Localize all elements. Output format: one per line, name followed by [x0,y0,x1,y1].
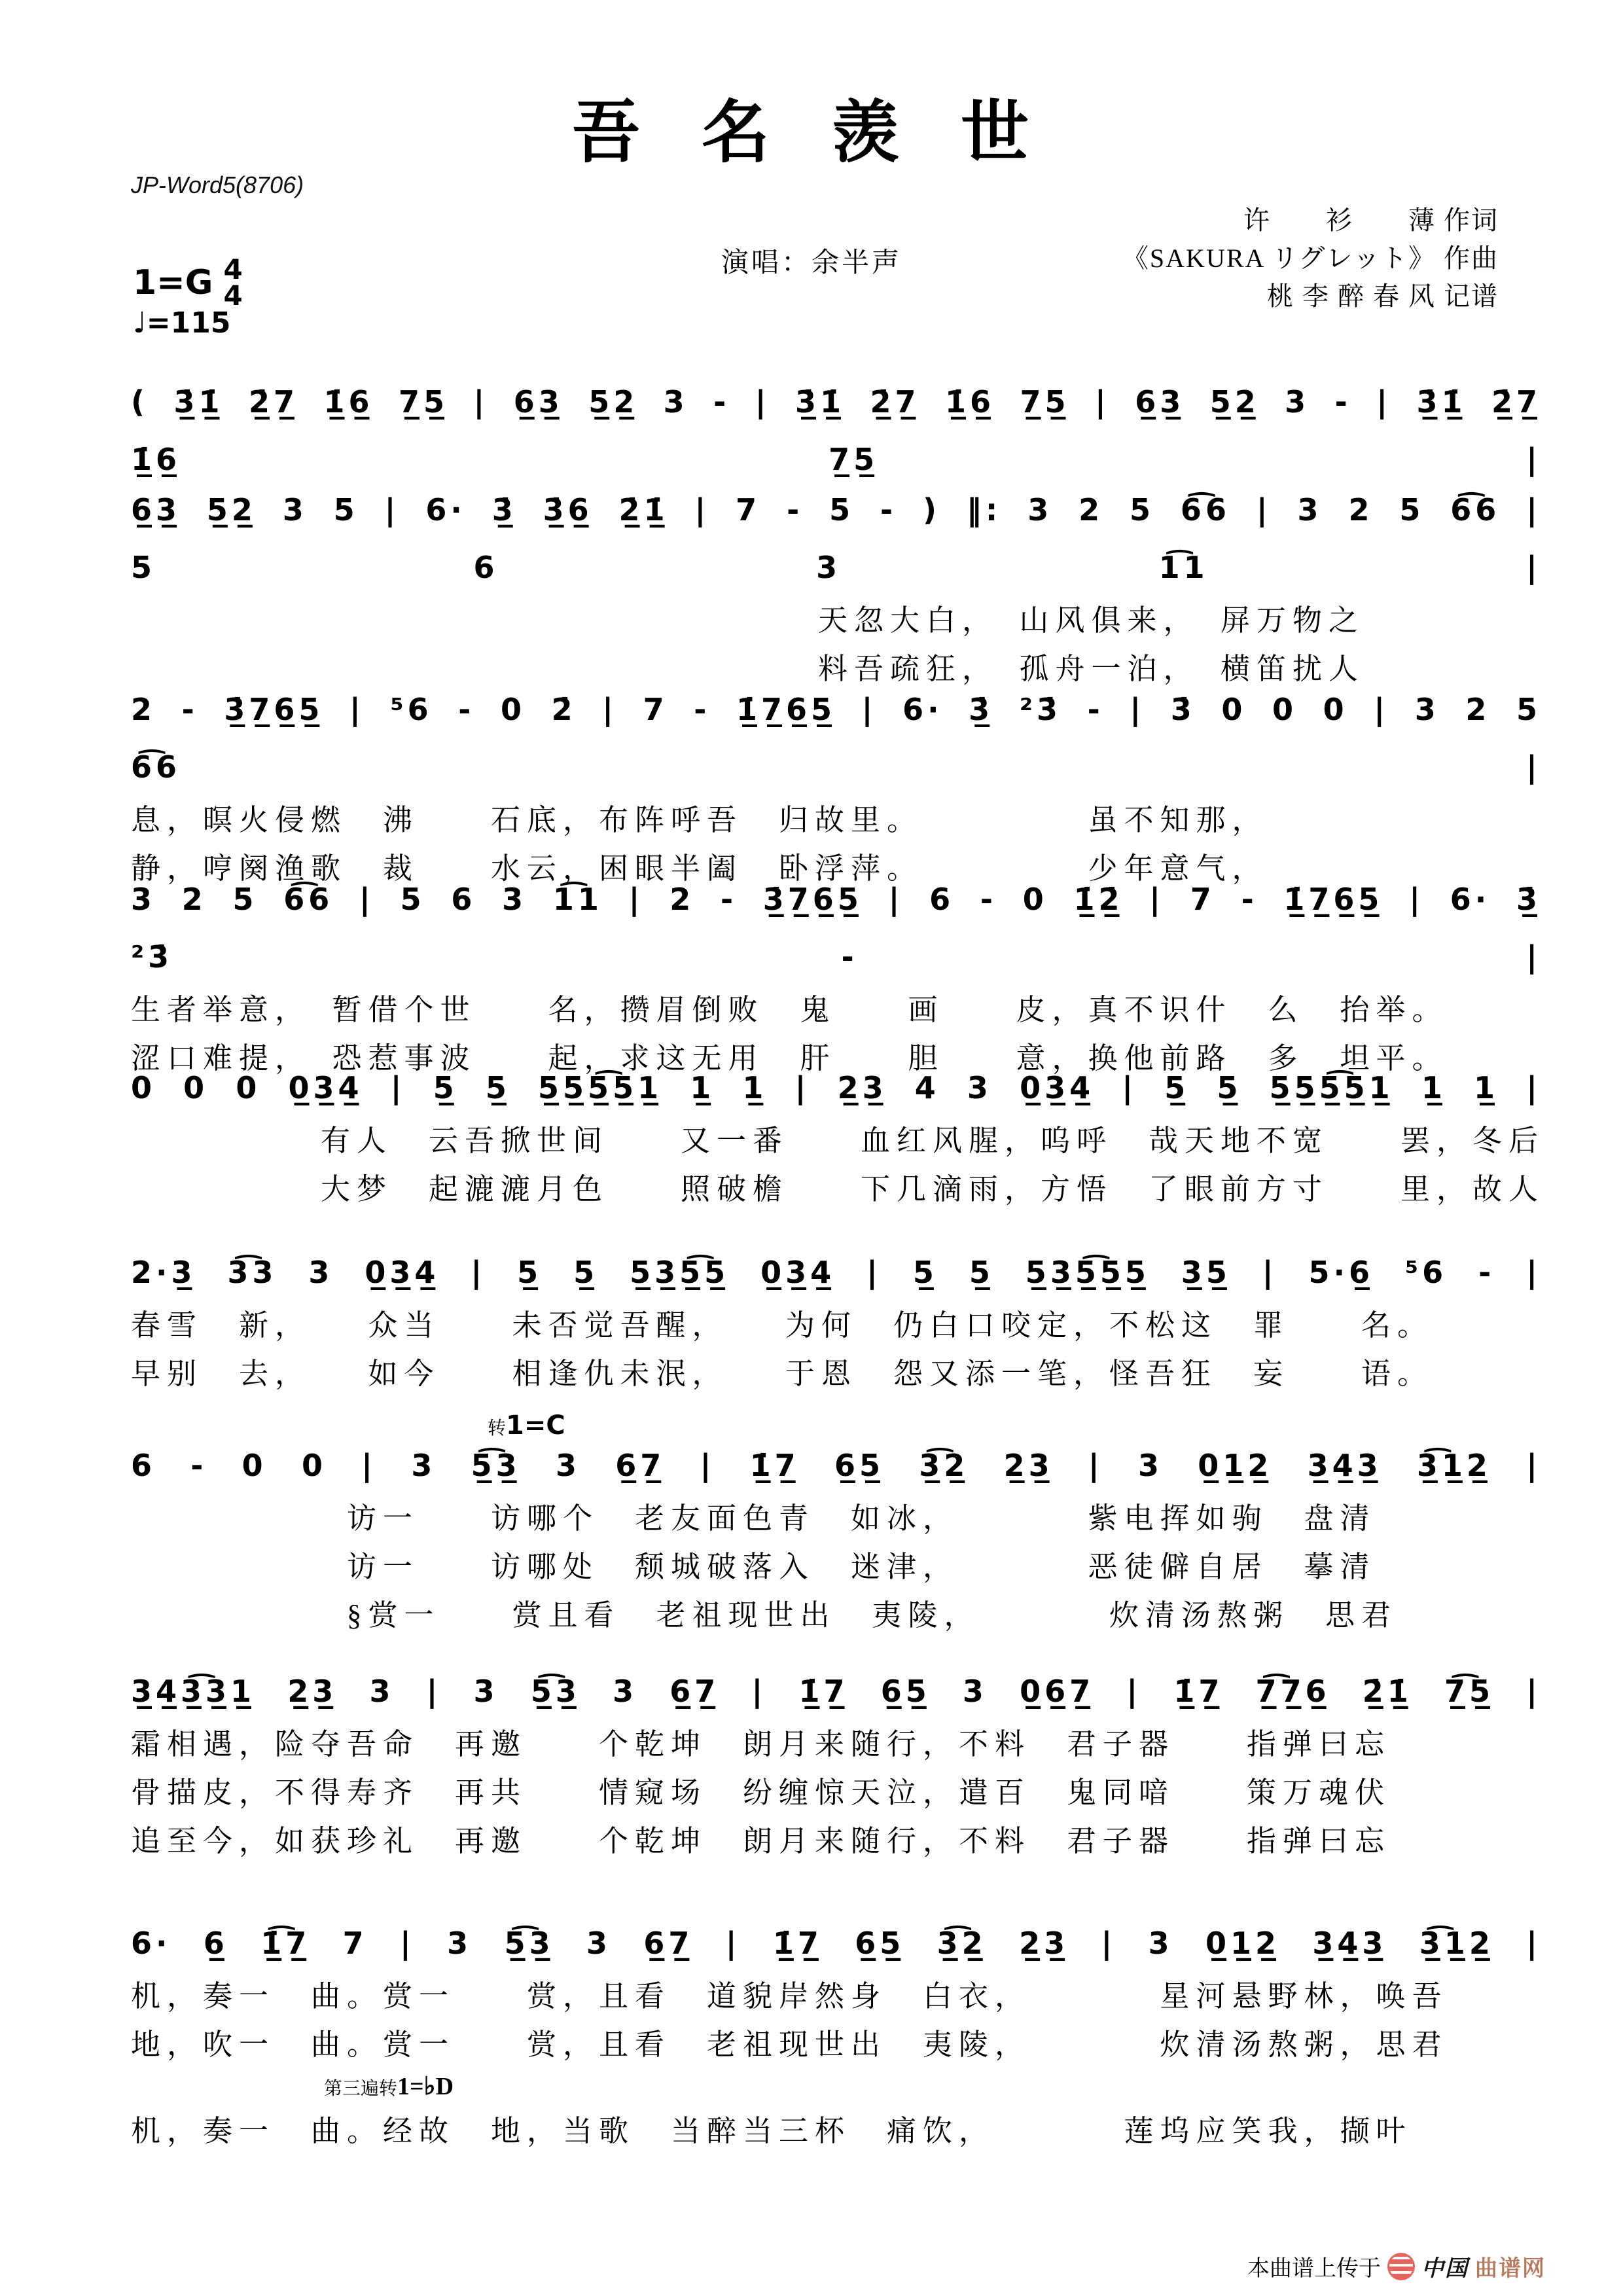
meter-denominator: 4 [223,279,243,312]
upload-note: 本曲谱上传于 [1247,2256,1381,2281]
composer-credit: 《SAKURA リグレット》 作曲 [1122,243,1499,273]
music-system-5 [131,1059,1545,1213]
tempo-marking [133,306,230,340]
music-system-4 [131,870,1541,1083]
notation-line: 2·3̲ 3͡3 3 0̲3̲4̲ | 5̲ 5̲ 5̲3̲5̲͡5̲ 0̲3̲4̲ | 5̲ 5̲ 5̲3̲5̲͡5̲5̲ 3̲5̲ | 5·6̲ ⁵6 - | [131,1255,1541,1290]
notation-line: 6 - 0 0 | 3 5̲͡3̲ 3 6̲7̲ | 1̲̇7̲ 6̲5̲ 3̲͡2̲ 2̲3̲ | 3 0̲1̲2̲ 3̲4̲3̲ 3̲͡1̲2̲ | [131,1448,1541,1483]
watermark: JP-Word5(8706) [131,171,304,198]
music-system-6 [131,1244,1541,1398]
lyric-line: 地，吹一 曲。赏一 赏，且看 老祖现世出 夷陵， 炊清汤熬粥，思君 [131,2028,1448,2061]
lyric-line: 天忽大白， 山风俱来， 屏万物之 [818,604,1365,637]
lyricist-credit: 许 衫 薄 作词 [1243,206,1499,235]
lyric-line: 春雪 新， 众当 未否觉吾醒， 为何 仍白口咬定，不松这 罪 名。 [131,1309,1434,1342]
lyric-line: 大梦 起漉漉月色 照破檐 下几滴雨，方悟 了眼前方寸 里，故人 [321,1173,1545,1206]
qupu-site-logo-icon [1387,2253,1415,2280]
lyric-line: 生者举意， 暂借个世 名，攒眉倒败 鬼 画 皮，真不识什 么 抬举。 [131,994,1448,1026]
notation-line: 6̲3̲ 5̲2̲ 3 5 | 6· 3̲̇ 3̲̇6̲ 2̲̇1̲̇ | 7 - 5 - ) ‖: 3 2 5 6͡6 | 3 2 5 6͡6 | 5 6 3 1͡1 | [131,492,1541,585]
lyric-line: 霜相遇，险夺吾命 再邀 个乾坤 朗月来随行，不料 君子器 指弹曰忘 [131,1728,1391,1761]
notation-line: 6· 6̲ 1̲̇͡7̲ 7 | 3 5̲͡3̲ 3 6̲7̲ | 1̲̇7̲ 6̲5̲ 3̲͡2̲ 2̲3̲ | 3 0̲1̲2̲ 3̲4̲3̲ 3̲͡1̲2̲ | [131,1926,1541,1961]
lyric-line: 追至今，如获珍礼 再邀 个乾坤 朗月来随行，不料 君子器 指弹曰忘 [131,1825,1391,1857]
lyric-line-segno: §赏一 赏且看 老祖现世出 夷陵， 炊清汤熬粥 思君 [347,1599,1398,1632]
notation-line: 2 - 3̲̇7̲6̲5̲ | ⁵6 - 0 2̇ | 7 - 1̲̇7̲6̲5̲ | 6· 3̲̇ ²3̇ - | 3̇ 0 0 0 | 3 2 5 6͡6 | [131,692,1541,785]
music-system-3 [131,681,1541,893]
site-name-suffix: 曲谱网 [1475,2256,1546,2281]
modulation-prefix: 第三遍转 [324,2079,398,2099]
modulation-key: 1=♭D [397,2073,454,2100]
lyric-line: 机，奏一 曲。赏一 赏，且看 道貌岸然身 白衣， 星河悬野林，唤吾 [131,1980,1448,2013]
lyric-line: 涩口难提， 恐惹事波 起，求这无用 肝 胆 意，换他前路 多 坦平。 [131,1042,1448,1075]
music-system-2 [131,481,1541,693]
transcriber-credit: 桃 李 醉 春 风 记谱 [1267,281,1499,311]
lyric-line: 访一 访哪处 颓城破落入 迷津， 恶徒僻自居 摹清 [347,1551,1376,1583]
lyric-line: 息，暝火侵燃 沸 石底，布阵呼吾 归故里。 虽不知那， [131,804,1268,836]
third-pass-modulation-label [131,2069,1541,2107]
site-name-cn: 中国 [1421,2256,1469,2281]
credits-block [1073,202,1499,315]
music-system-9 [131,1914,1541,2155]
music-system-1 [131,373,1541,488]
lyric-line: 静，哼阕渔歌 裁 水云，困眼半阖 卧浮萍。 少年意气， [131,852,1268,885]
notation-line: ( 3̲̇1̲̇ 2̲̇7̲ 1̲̇6̲ 7̲5̲ | 6̲3̲ 5̲2̲ 3 - | 3̲̇1̲̇ 2̲̇7̲ 1̲̇6̲ 7̲5̲ | 6̲3̲ 5̲2̲ 3 - | 3̲̇1̲̇ 2̲̇7̲ 1̲̇6̲ 7̲5̲ | [131,384,1541,477]
footer [1247,2250,1546,2282]
key-label: 1=G [133,263,213,302]
lyric-line: 有人 云吾掀世间 又一番 血红风腥，呜呼 哉天地不宽 罢，冬后 [321,1124,1545,1157]
notation-line: 3̲4̲3̲͡3̲1̲ 2̲3̲ 3 | 3 5̲͡3̲ 3 6̲7̲ | 1̲̇7̲ 6̲5̲ 3 0̲6̲7̲ | 1̲̇7̲ 7̲͡7̲6̲ 2̲̇1̲̇ 7̲͡5̲ | [131,1674,1541,1709]
quarter-note-icon: ♩ [133,306,147,340]
music-system-7 [131,1410,1541,1640]
lyric-line: 机，奏一 曲。经故 地，当歌 当醉当三杯 痛饮， 莲坞应笑我，撷叶 [131,2115,1412,2147]
singer-credit: 演唱：余半声 [721,248,902,278]
tempo-value: =115 [146,306,231,340]
music-system-8 [131,1662,1541,1865]
lyric-line: 料吾疏狂， 孤舟一泊， 横笛扰人 [818,653,1365,685]
key-signature [133,253,243,312]
lyric-line: 骨描皮，不得寿齐 再共 情窥场 纷缠惊天泣，遣百 鬼同喑 策万魂伏 [131,1776,1391,1809]
notation-line: 3 2 5 6͡6 | 5 6 3 1͡1 | 2 - 3̲̇7̲6̲5̲ | 6 - 0 1̲̇2̲̇ | 7 - 1̲̇7̲6̲5̲ | 6· 3̲̇ ²3̇ - | [131,882,1541,975]
lyric-line: 访一 访哪个 老友面色青 如冰， 紫电挥如驹 盘清 [347,1502,1376,1535]
modulation-label [488,1410,565,1441]
notation-line: 0 0 0 0̲3̲4̲ | 5̲ 5̲ 5̲5̲5̲͡5̲1̲ 1̲ 1̲ | 2̲3̲ 4 3 0̲3̲4̲ | 5̲ 5̲ 5̲5̲5̲͡5̲1̲ 1̲ 1̲ | [131,1070,1541,1105]
modulation-key: 1=C [506,1410,565,1441]
meter-numerator: 4 [223,253,243,285]
modulation-prefix: 转 [488,1417,507,1439]
page-title: 吾 名 羡 世 [571,96,1051,171]
time-signature [223,253,243,312]
lyric-line: 早别 去， 如今 相逢仇未泯， 于恩 怨又添一笔，怪吾狂 妄 语。 [131,1357,1434,1390]
